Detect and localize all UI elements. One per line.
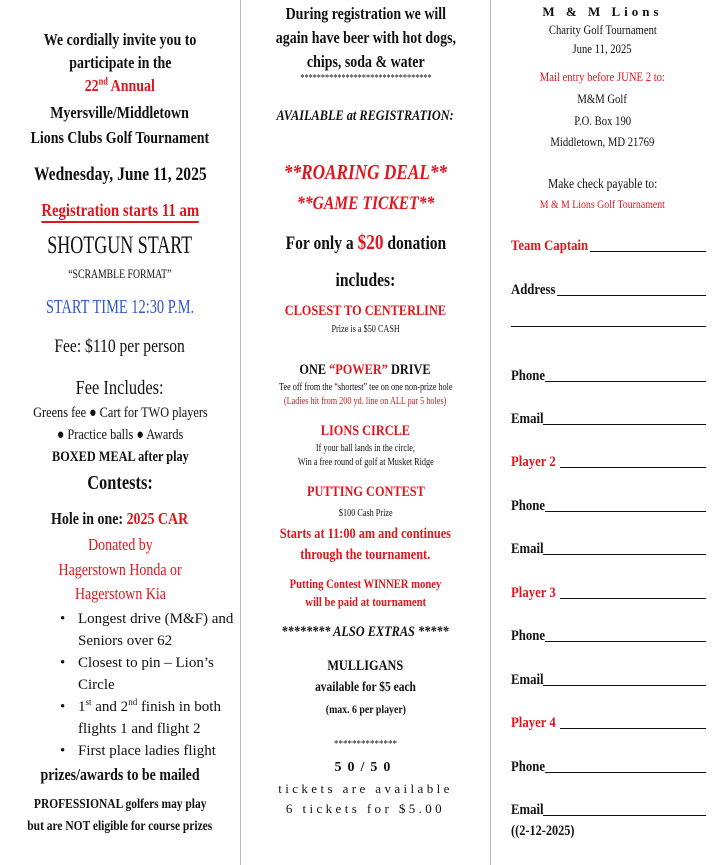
org-line-2: Lions Clubs Golf Tournament xyxy=(30,128,210,147)
power-drive-desc-2: (Ladies hit from 200 yd. line on ALL par 5 holes) xyxy=(284,396,447,407)
bullet-icon: • xyxy=(60,743,66,759)
power-drive-title: ONE “POWER” DRIVE xyxy=(299,362,432,378)
org-line-1: Myersville/Middletown xyxy=(50,103,190,122)
beer-line-2: again have beer with hot dogs, xyxy=(275,28,456,47)
prizes-mailed: prizes/awards to be mailed xyxy=(40,765,200,784)
middle-panel xyxy=(240,0,490,865)
mulligans-price: available for $5 each xyxy=(315,680,416,695)
captain-phone-field[interactable]: Phone xyxy=(511,368,706,385)
shotgun-start: SHOTGUN START xyxy=(47,232,193,259)
address-line-1: M&M Golf xyxy=(577,91,628,106)
game-ticket: **GAME TICKET** xyxy=(296,193,435,214)
player-4-field[interactable]: Player 4 xyxy=(511,715,706,732)
start-time: START TIME 12:30 P.M. xyxy=(45,296,195,318)
form-header-3: June 11, 2025 xyxy=(572,41,633,56)
list-item: • Closest to pin – Lion’s Circle xyxy=(42,652,237,696)
includes-line-2: ● Practice balls ● Awards xyxy=(56,427,184,443)
closest-centerline-title: CLOSEST TO CENTERLINE xyxy=(284,303,447,319)
list-item: • 1st and 2nd finish in both flights 1 and flight 2 xyxy=(60,697,221,737)
form-header-1: M & M Lions xyxy=(542,4,663,19)
roaring-deal: **ROARING DEAL** xyxy=(283,160,448,184)
payee: M & M Lions Golf Tournament xyxy=(539,197,666,211)
donated-line-1: Donated by xyxy=(87,535,153,554)
professional-line-2: but are NOT eligible for course prizes xyxy=(27,819,213,834)
putting-winner-2: will be paid at tournament xyxy=(305,594,426,609)
player-2-field[interactable]: Player 2 xyxy=(511,454,706,471)
player-4-email-field[interactable]: Email xyxy=(511,802,706,819)
putting-contest-prize: $100 Cash Prize xyxy=(338,508,393,519)
address-field[interactable]: Address xyxy=(511,282,706,299)
includes-heading: includes: xyxy=(335,270,396,291)
putting-starts-1: Starts at 11:00 am and continues xyxy=(279,526,452,542)
bullet-icon: • xyxy=(60,611,66,627)
lions-circle-title: LIONS CIRCLE xyxy=(320,423,411,439)
address-field-line-2[interactable] xyxy=(511,326,706,330)
list-item: • First place ladies flight xyxy=(42,740,237,762)
player-2-email-field[interactable]: Email xyxy=(511,541,706,558)
tickets-line-2: 6 tickets for $5.00 xyxy=(285,801,446,816)
player-4-phone-field[interactable]: Phone xyxy=(511,759,706,776)
player-2-phone-field[interactable]: Phone xyxy=(511,498,706,515)
form-header-2: Charity Golf Tournament xyxy=(548,22,657,37)
hole-in-one: Hole in one: 2025 CAR xyxy=(51,509,189,528)
address-line-3: Middletown, MD 21769 xyxy=(550,134,655,149)
check-payable: Make check payable to: xyxy=(547,177,658,192)
includes-line-1: Greens fee ● Cart for TWO players xyxy=(32,405,208,421)
address-line-2: P.O. Box 190 xyxy=(574,113,631,128)
player-3-field[interactable]: Player 3 xyxy=(511,585,706,602)
fee-includes-heading: Fee Includes: xyxy=(76,377,164,399)
mulligans-title: MULLIGANS xyxy=(327,658,404,674)
available-at-registration: AVAILABLE at REGISTRATION: xyxy=(276,108,455,124)
bullet-icon: • xyxy=(60,655,66,671)
lions-circle-desc-2: Win a free round of golf at Musket Ridge xyxy=(297,457,434,468)
putting-contest-title: PUTTING CONTEST xyxy=(306,484,425,500)
mail-entry: Mail entry before JUNE 2 to: xyxy=(539,69,666,84)
fifty-fifty: 50/50 xyxy=(334,760,397,775)
contests-heading: Contests: xyxy=(87,472,153,494)
player-3-email-field[interactable]: Email xyxy=(511,672,706,689)
bullet-icon: • xyxy=(60,699,66,715)
also-extras: ******** ALSO EXTRAS ***** xyxy=(281,624,450,640)
includes-line-3: BOXED MEAL after play xyxy=(51,449,189,465)
fee-per-person: Fee: $110 per person xyxy=(54,336,186,357)
captain-email-field[interactable]: Email xyxy=(511,411,706,428)
scramble-format: “SCRAMBLE FORMAT” xyxy=(68,266,172,281)
tickets-line-1: tickets are available xyxy=(278,781,453,796)
beer-line-1: During registration we will xyxy=(285,4,446,23)
event-date: Wednesday, June 11, 2025 xyxy=(33,164,207,185)
contest-list xyxy=(42,608,237,762)
left-panel xyxy=(0,0,240,865)
professional-line-1: PROFESSIONAL golfers may play xyxy=(33,797,207,812)
donated-line-3: Hagerstown Kia xyxy=(74,584,166,603)
annual-edition: 22nd Annual xyxy=(84,76,156,95)
lions-circle-desc-1: If your ball lands in the circle, xyxy=(315,443,416,454)
team-captain-field[interactable]: Team Captain xyxy=(511,238,706,255)
closest-centerline-prize: Prize is a $50 CASH xyxy=(331,324,400,335)
revision-date: ((2-12-2025) xyxy=(511,823,575,839)
putting-starts-2: through the tournament. xyxy=(300,547,431,563)
donated-line-2: Hagerstown Honda or xyxy=(58,560,182,579)
registration-time: Registration starts 11 am xyxy=(41,200,199,223)
registration-form-panel xyxy=(490,0,714,865)
invite-line-1: We cordially invite you to xyxy=(43,30,197,49)
invite-line-2: participate in the xyxy=(68,53,172,72)
putting-winner-1: Putting Contest WINNER money xyxy=(289,576,442,591)
stars-divider: ******************************** xyxy=(299,73,432,84)
donation-price: For only a $20 donation xyxy=(285,230,446,254)
power-drive-desc-1: Tee off from the “shortest” tee on one non-prize hole xyxy=(278,382,453,393)
mulligans-max: (max. 6 per player) xyxy=(325,702,406,716)
list-item: • Longest drive (M&F) and Seniors over 62 xyxy=(42,608,237,652)
player-3-phone-field[interactable]: Phone xyxy=(511,628,706,645)
beer-line-3: chips, soda & water xyxy=(306,52,425,71)
stars-divider-short: ************** xyxy=(333,738,398,750)
